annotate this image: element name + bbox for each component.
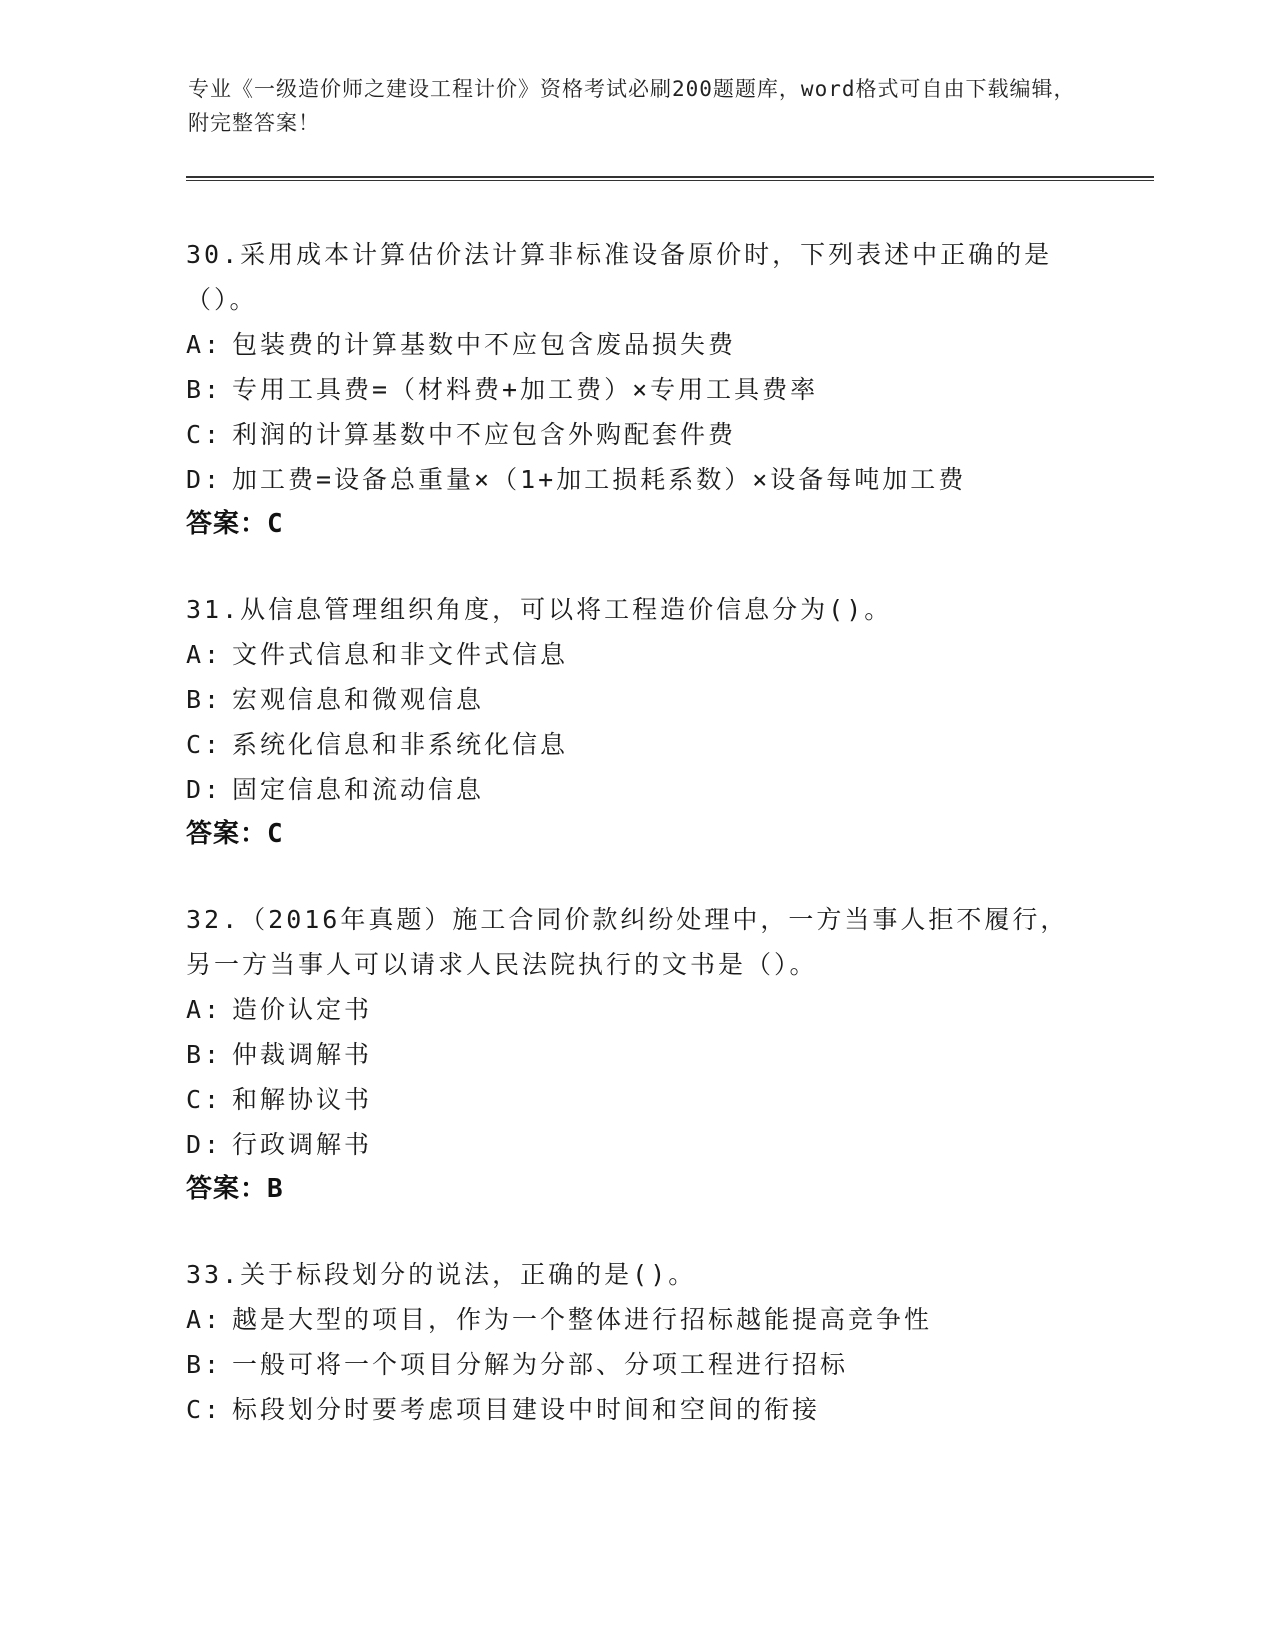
question-30: [186, 232, 1154, 547]
answer-line: 答案：C: [186, 819, 284, 849]
option-text: 固定信息和流动信息: [232, 775, 485, 804]
option-text: 包装费的计算基数中不应包含废品损失费: [232, 330, 737, 359]
option-d: [186, 767, 1154, 812]
answer-line: 答案：C: [186, 509, 284, 539]
option-d: [186, 1122, 1154, 1167]
option-text: 利润的计算基数中不应包含外购配套件费: [232, 420, 737, 449]
option-b: [186, 1342, 1154, 1387]
option-letter: A:: [186, 640, 223, 669]
option-letter: D:: [186, 775, 223, 804]
option-c: [186, 1387, 1154, 1432]
option-letter: B:: [186, 375, 223, 404]
question-stem: 33.关于标段划分的说法，正确的是()。: [186, 1260, 697, 1289]
option-letter: B:: [186, 685, 223, 714]
option-letter: C:: [186, 730, 223, 759]
option-text: 系统化信息和非系统化信息: [232, 730, 569, 759]
question-32: [186, 897, 1154, 1212]
option-text: 加工费=设备总重量×（1+加工损耗系数）×设备每吨加工费: [232, 465, 967, 494]
option-b: [186, 677, 1154, 722]
option-text: 一般可将一个项目分解为分部、分项工程进行招标: [232, 1350, 849, 1379]
option-letter: C:: [186, 420, 223, 449]
option-a: [186, 322, 1154, 367]
option-letter: B:: [186, 1040, 223, 1069]
option-letter: A:: [186, 995, 223, 1024]
question-list: [186, 232, 1154, 1472]
question-33: [186, 1252, 1154, 1432]
option-text: 标段划分时要考虑项目建设中时间和空间的衔接: [232, 1395, 821, 1424]
option-a: [186, 987, 1154, 1032]
question-stem: 30.采用成本计算估价法计算非标准设备原价时，下列表述中正确的是（）。: [186, 240, 1053, 314]
option-a: [186, 632, 1154, 677]
option-letter: A:: [186, 1305, 223, 1334]
option-c: [186, 412, 1154, 457]
option-b: [186, 367, 1154, 412]
option-b: [186, 1032, 1154, 1077]
option-text: 文件式信息和非文件式信息: [232, 640, 569, 669]
option-letter: A:: [186, 330, 223, 359]
option-text: 行政调解书: [232, 1130, 373, 1159]
option-text: 宏观信息和微观信息: [232, 685, 485, 714]
question-stem: 31.从信息管理组织角度，可以将工程造价信息分为()。: [186, 595, 893, 624]
question-stem: 32.（2016年真题）施工合同价款纠纷处理中，一方当事人拒不履行，另一方当事人可以请求人民法院执行的文书是（）。: [186, 905, 1069, 979]
option-text: 专用工具费=（材料费+加工费）×专用工具费率: [232, 375, 819, 404]
question-31: [186, 587, 1154, 857]
option-c: [186, 1077, 1154, 1122]
option-text: 和解协议书: [232, 1085, 373, 1114]
option-d: [186, 457, 1154, 502]
header-divider: [186, 176, 1154, 181]
answer-line: 答案：B: [186, 1174, 284, 1204]
option-letter: D:: [186, 1130, 223, 1159]
option-text: 越是大型的项目，作为一个整体进行招标越能提高竞争性: [232, 1305, 933, 1334]
page-header-text: 专业《一级造价师之建设工程计价》资格考试必刷200题题库，word格式可自由下载编辑，附完整答案！: [188, 77, 1076, 135]
option-text: 造价认定书: [232, 995, 373, 1024]
option-letter: D:: [186, 465, 223, 494]
option-letter: C:: [186, 1085, 223, 1114]
option-a: [186, 1297, 1154, 1342]
option-letter: C:: [186, 1395, 223, 1424]
option-text: 仲裁调解书: [232, 1040, 373, 1069]
option-letter: B:: [186, 1350, 223, 1379]
option-c: [186, 722, 1154, 767]
